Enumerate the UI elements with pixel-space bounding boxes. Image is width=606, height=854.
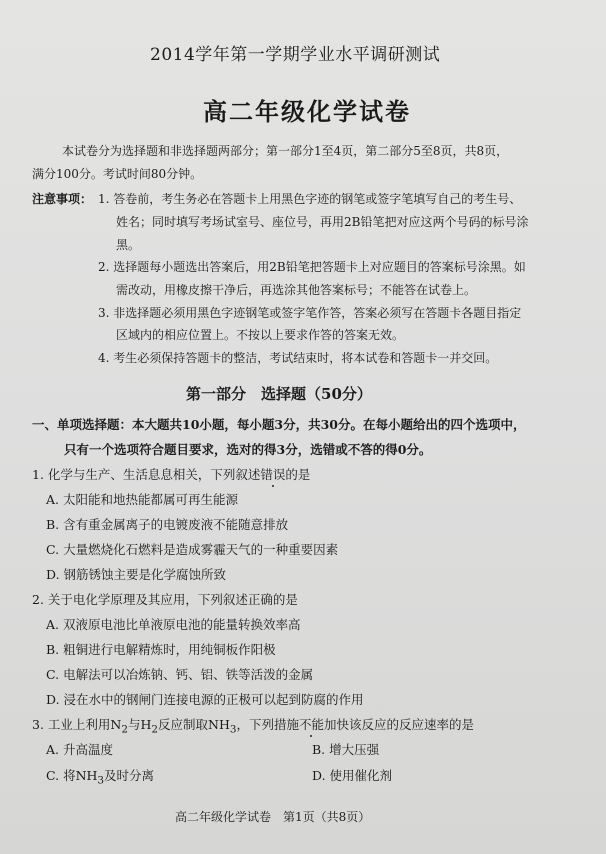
exam-title: 2014学年第一学期学业水平调研测试 (150, 45, 441, 65)
q3-option-a: A. 升高温度 (46, 742, 113, 757)
intro-line-2: 满分100分。考试时间80分钟。 (32, 167, 203, 181)
part1-title: 第一部分 选择题（50分） (186, 385, 372, 403)
q2-option-c: C. 电解法可以冶炼钠、钙、铝、铁等活泼的金属 (46, 667, 314, 682)
q3-sub-2: 2 (151, 723, 158, 736)
q3-option-c-text-a: C. 将NH (46, 768, 98, 783)
q3-stem-text-b: 与H (127, 717, 152, 732)
q1-option-d: D. 钢筋锈蚀主要是化学腐蚀所致 (46, 567, 227, 582)
q3-stem-text-e: 加快该反应的反应速率的是 (324, 717, 475, 732)
notice-item-2-line-1: 2. 选择题每小题选出答案后，用2B铅笔把答题卡上对应题目的答案标号涂黑。如 (98, 260, 526, 274)
q1-stem-text: 1. 化学与生产、生活息息相关，下列叙述 (32, 467, 261, 482)
notice-item-3-line-2: 区域内的相应位置上。不按以上要求作答的答案无效。 (116, 328, 405, 342)
q3-emphasis: 不能 (298, 717, 324, 732)
q1-option-a: A. 太阳能和地热能都属可再生能源 (46, 492, 238, 507)
q3-stem (32, 715, 474, 736)
q1-stem-end: 的是 (285, 467, 311, 482)
notice-item-1-line-3: 黑。 (116, 238, 141, 252)
notice-item-1-line-2: 姓名；同时填写考场试室号、座位号，再用2B铅笔把对应这两个号码的标号涂 (116, 215, 529, 229)
q1-option-b: B. 含有重金属离子的电镀废液不能随意排放 (46, 517, 289, 532)
q3-stem-text-a: 3. 工业上利用N (32, 717, 122, 732)
q2-option-a: A. 双液原电池比单液原电池的能量转换效率高 (46, 617, 301, 632)
q3-option-b: B. 增大压强 (312, 742, 380, 757)
q3-option-c (46, 766, 154, 787)
page-footer: 高二年级化学试卷 第1页（共8页） (175, 810, 371, 824)
section1-line-2: 只有一个选项符合题目要求，选对的得3分，选错或不答的得0分。 (64, 442, 432, 457)
q3-sub-1: 2 (121, 723, 128, 736)
q3-option-c-sub: 3 (97, 774, 105, 787)
q3-option-d: D. 使用催化剂 (312, 768, 393, 783)
q2-option-b: B. 粗铜进行电解精炼时，用纯铜板作阳极 (46, 642, 276, 657)
q3-stem-text-d: ，下列措施 (236, 717, 299, 732)
notice-item-4: 4. 考生必须保持答题卡的整洁，考试结束时，将本试卷和答题卡一并交回。 (98, 351, 498, 365)
q2-option-d: D. 浸在水中的钢闸门连接电源的正极可以起到防腐的作用 (46, 692, 364, 707)
q3-option-c-text-b: 及时分离 (104, 768, 155, 783)
q3-sub-3: 3 (229, 723, 237, 736)
q3-stem-text-c: 反应制取NH (158, 717, 230, 732)
notice-item-3-line-1: 3. 非选择题必须用黑色字迹钢笔或签字笔作答，答案必须写在答题卡各题目指定 (98, 306, 522, 320)
q1-stem (32, 465, 310, 483)
paper-title: 高二年级化学试卷 (203, 97, 411, 126)
q1-emphasis: 错误 (260, 467, 286, 482)
q1-option-c: C. 大量燃烧化石燃料是造成雾霾天气的一种重要因素 (46, 542, 339, 557)
notice-item-1-line-1: 1. 答卷前，考生务必在答题卡上用黑色字迹的钢笔或签字笔填写自己的考生号、 (98, 192, 522, 206)
q2-stem: 2. 关于电化学原理及其应用，下列叙述正确的是 (32, 592, 298, 607)
intro-line-1: 本试卷分为选择题和非选择题两部分；第一部分1至4页，第二部分5至8页，共8页， (62, 144, 509, 158)
notice-item-2-line-2: 需改动，用橡皮擦干净后，再选涂其他答案标号；不能答在试卷上。 (116, 283, 477, 297)
section1-line-1: 一、单项选择题：本大题共10小题，每小题3分，共30分。在每小题给出的四个选项中， (32, 417, 526, 432)
notice-label: 注意事项： (32, 192, 93, 206)
